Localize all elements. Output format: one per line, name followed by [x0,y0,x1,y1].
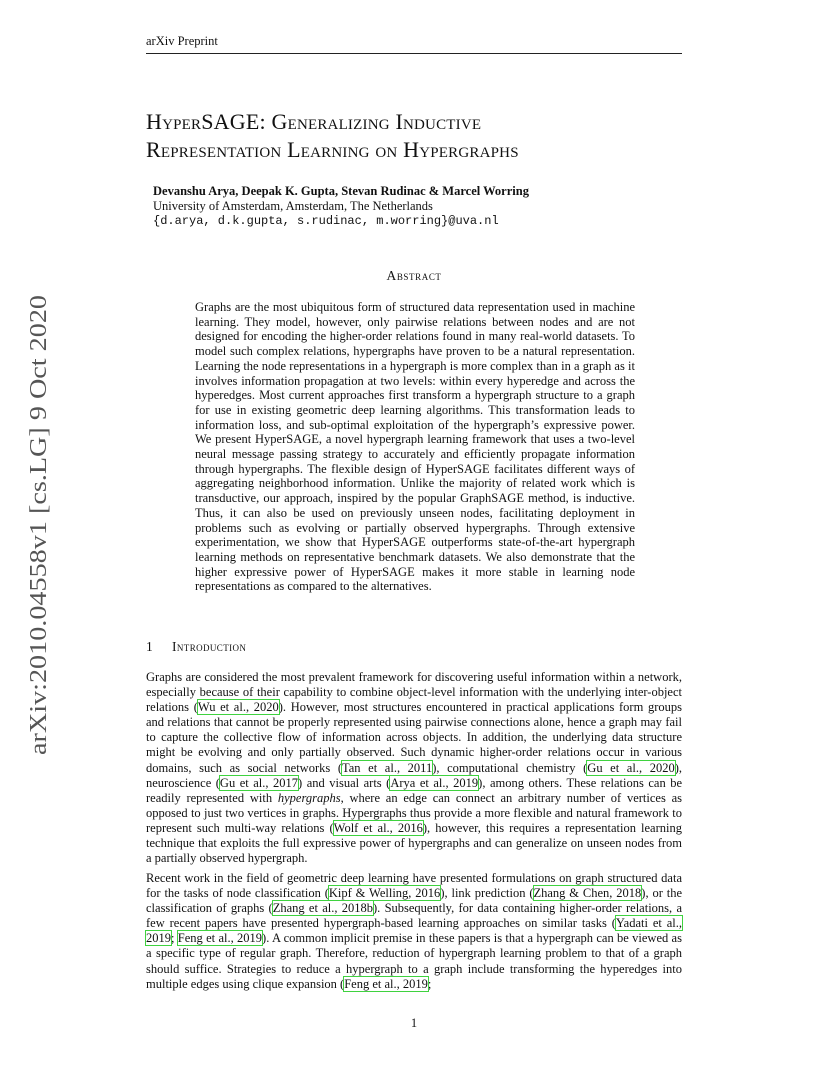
paragraph-text: Recent work in the field of geometric deep learning have presented formulations on graph structured data for the tasks of node classification ( [146,871,682,901]
paragraph-text: ). However, most structures encountered in practical applications form groups and relations that cannot be properly represented using pairwise connections alone, hence a graph may fail to capture the collective flow of information across objects. In addition, the underlying data structure might be evolving and only partially observed. Such dynamic higher-order relations occur in various domains, such as social networks ( [146,700,682,775]
citation-link[interactable]: Feng et al., 2019 [177,931,263,946]
paragraph-text: ), neuroscience ( [146,760,682,790]
author-affiliation: University of Amsterdam, Amsterdam, The Netherlands [153,199,433,213]
paragraph-text: ; [427,976,432,991]
citation-link[interactable]: Tan et al., 2011 [342,760,433,775]
paragraph-text: ). Subsequently, for data containing higher-order relations, a few recent papers have presented hypergraph-based learning approaches on similar tasks ( [146,901,682,931]
paragraph-text: ), computational chemistry ( [432,760,588,775]
running-header-label: arXiv Preprint [146,34,218,48]
paragraph-text: ), among others. These relations can be readily represented with [146,775,683,805]
paper-title-line-1: HyperSAGE: Generalizing Inductive [146,109,482,134]
author-names: Devanshu Arya, Deepak K. Gupta, Stevan Rudinac & Marcel Worring [153,184,529,198]
arxiv-stamp [26,295,52,755]
paragraph-text: ) and visual arts ( [298,775,391,790]
citation-link[interactable]: Zhang et al., 2018b [272,901,373,916]
paragraph-text: ), however, this requires a representation learning technique that exploits the full expressive power of hypergraphs and can generalize on unseen nodes from a partially observed hypergraph. [146,820,682,866]
paragraph-text: ; [171,931,178,946]
paper-title-line-2: Representation Learning on Hypergraphs [146,137,519,162]
paper-title [146,108,706,164]
emphasis-term: hypergraphs [277,790,341,805]
section-heading [146,639,246,655]
intro-paragraph-1 [146,670,682,866]
citation-link[interactable]: Wu et al., 2020 [197,700,279,715]
citation-link[interactable]: Gu et al., 2017 [219,775,299,790]
citation-link[interactable]: Wolf et al., 2016 [333,820,423,835]
paragraph-text: ). A common implicit premise in these papers is that a hypergraph can be viewed as a specific type of regular graph. Therefore, reduction of hypergraph learning problem to that of a graph should suffice. Strategies to reduce a hypergraph to a graph include transforming the hyperedges into multiple edges using clique expansion ( [146,931,682,991]
page-number: 1 [410,1016,418,1030]
citation-link[interactable]: Kipf & Welling, 2016 [328,886,441,901]
citation-link[interactable]: Yadati et al., 2019 [146,916,682,946]
section-title: Introduction [172,639,247,654]
section-number: 1 [146,639,153,654]
citation-link[interactable]: Zhang & Chen, 2018 [533,886,642,901]
citation-link[interactable]: Arya et al., 2019 [390,775,479,790]
abstract-heading: Abstract [386,268,442,283]
intro-paragraph-2 [146,871,682,992]
paragraph-text: ), or the classification of graphs ( [146,886,682,916]
arxiv-stamp-graphic [26,295,52,755]
citation-link[interactable]: Feng et al., 2019 [344,976,428,991]
arxiv-stamp-text: arXiv:2010.04558v1 [cs.LG] 9 Oct 2020 [26,363,52,755]
author-block [153,184,693,229]
running-header [146,34,682,54]
paragraph-text: , where an edge can connect an arbitrary number of vertices as opposed to just two vertices in graphs. Hypergraphs thus provide a more flexible and natural framework to represent such multi-way relations ( [146,790,682,835]
paragraph-text: ), link prediction ( [440,886,534,901]
citation-link[interactable]: Gu et al., 2020 [587,760,675,775]
paragraph-text: Graphs are considered the most prevalent framework for discovering useful information within a network, especially because of their capability to combine object-level information with the underlying inter-object relations ( [146,670,682,715]
author-emails: {d.arya, d.k.gupta, s.rudinac, m.worring}@uva.nl [153,214,499,228]
abstract-text: Graphs are the most ubiquitous form of structured data representation used in machine learning. They model, however, only pairwise relations between nodes and are not designed for encoding the higher-order relations found in many real-world datasets. To model such complex relations, hypergraphs have proven to be a natural representation. Learning the node representations in a hypergraph is more complex than in a graph as it involves information propagation at two levels: within every hyperedge and across the hyperedges. Most current approaches first transform a hypergraph structure to a graph for use in existing geometric deep learning algorithms. This transformation leads to information loss, and sub-optimal exploitation of the hypergraph’s expressive power. We present HyperSAGE, a novel hypergraph learning framework that uses a two-level neural message passing strategy to accurately and efficiently propagate information through hypergraphs. The flexible design of HyperSAGE facilitates different ways of aggregating neighborhood information. Unlike the majority of related work which is transductive, our approach, inspired by the popular GraphSAGE method, is inductive. Thus, it can also be used on previously unseen nodes, facilitating deployment in problems such as evolving or partially observed hypergraphs. Through extensive experimentation, we show that HyperSAGE outperforms state-of-the-art hypergraph learning methods on representative benchmark datasets. We also demonstrate that the higher expressive power of HyperSAGE makes it more stable in learning node representations as compared to the alternatives. [195,300,635,594]
